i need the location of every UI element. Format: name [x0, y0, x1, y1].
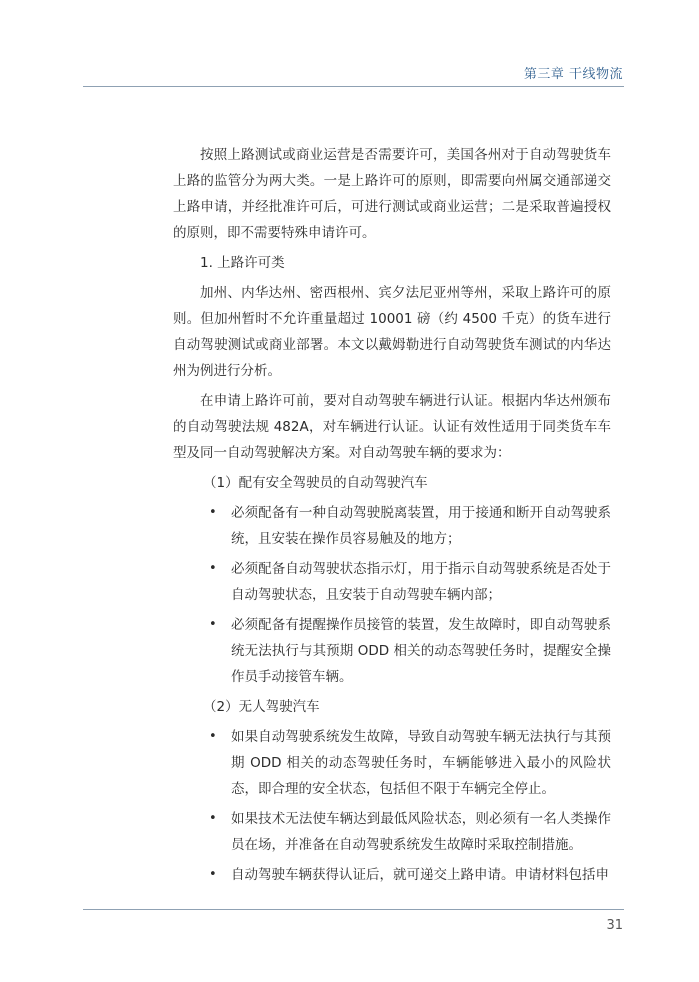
list-item — [173, 612, 611, 690]
bullet-icon: • — [209, 811, 217, 826]
list-item — [173, 556, 611, 608]
subsection-heading-driverless: （2）无人驾驶汽车 — [203, 699, 320, 715]
bullet-list-driverless — [173, 724, 611, 888]
list-item — [173, 724, 611, 802]
list-item-text: 自动驾驶车辆获得认证后，就可递交上路申请。申请材料包括申 — [231, 867, 609, 883]
paragraph-states: 加州、内华达州、密西根州、宾夕法尼亚州等州，采取上路许可的原则。但加州暂时不允许重量超过 10001 磅（约 4500 千克）的货车进行自动驾驶测试或商业部署。本文以戴姆勒进行自动驾驶货车测试的内华达州为例进行分析。 — [173, 285, 611, 379]
chapter-title: 第三章 干线物流 — [523, 67, 623, 82]
footer-divider — [83, 909, 624, 910]
list-item — [173, 500, 611, 552]
paragraph-certification: 在申请上路许可前，要对自动驾驶车辆进行认证。根据内华达州颁布的自动驾驶法规 482A，对车辆进行认证。认证有效性适用于同类货车车型及同一自动驾驶解决方案。对自动驾驶车辆的要求为： — [173, 393, 611, 461]
bullet-icon: • — [209, 505, 217, 520]
bullet-icon: • — [209, 867, 217, 882]
section-heading: 1. 上路许可类 — [200, 255, 285, 271]
list-item-text: 如果自动驾驶系统发生故障，导致自动驾驶车辆无法执行与其预期 ODD 相关的动态驾驶任务时，车辆能够进入最小的风险状态，即合理的安全状态，包括但不限于车辆完全停止。 — [231, 729, 611, 797]
subsection-heading-safety-driver: （1）配有安全驾驶员的自动驾驶汽车 — [203, 475, 428, 491]
bullet-icon: • — [209, 561, 217, 576]
list-item — [173, 806, 611, 858]
list-item-text: 必须配备有一种自动驾驶脱离装置，用于接通和断开自动驾驶系统，且安装在操作员容易触及的地方； — [231, 505, 611, 547]
bullet-list-safety-driver — [173, 500, 611, 690]
intro-paragraph: 按照上路测试或商业运营是否需要许可，美国各州对于自动驾驶货车上路的监管分为两大类。一是上路许可的原则，即需要向州属交通部递交上路申请，并经批准许可后，可进行测试或商业运营；二是采取普遍授权的原则，即不需要特殊申请许可。 — [173, 147, 611, 241]
list-item — [173, 862, 611, 888]
bullet-icon: • — [209, 617, 217, 632]
header-divider — [83, 86, 624, 87]
list-item-text: 必须配备有提醒操作员接管的装置，发生故障时，即自动驾驶系统无法执行与其预期 ODD 相关的动态驾驶任务时，提醒安全操作员手动接管车辆。 — [231, 617, 611, 685]
list-item-text: 如果技术无法使车辆达到最低风险状态，则必须有一名人类操作员在场，并准备在自动驾驶系统发生故障时采取控制措施。 — [231, 811, 611, 853]
bullet-icon: • — [209, 729, 217, 744]
list-item-text: 必须配备自动驾驶状态指示灯，用于指示自动驾驶系统是否处于自动驾驶状态，且安装于自动驾驶车辆内部； — [231, 561, 611, 603]
page-number: 31 — [606, 918, 623, 933]
page-body — [173, 142, 611, 892]
